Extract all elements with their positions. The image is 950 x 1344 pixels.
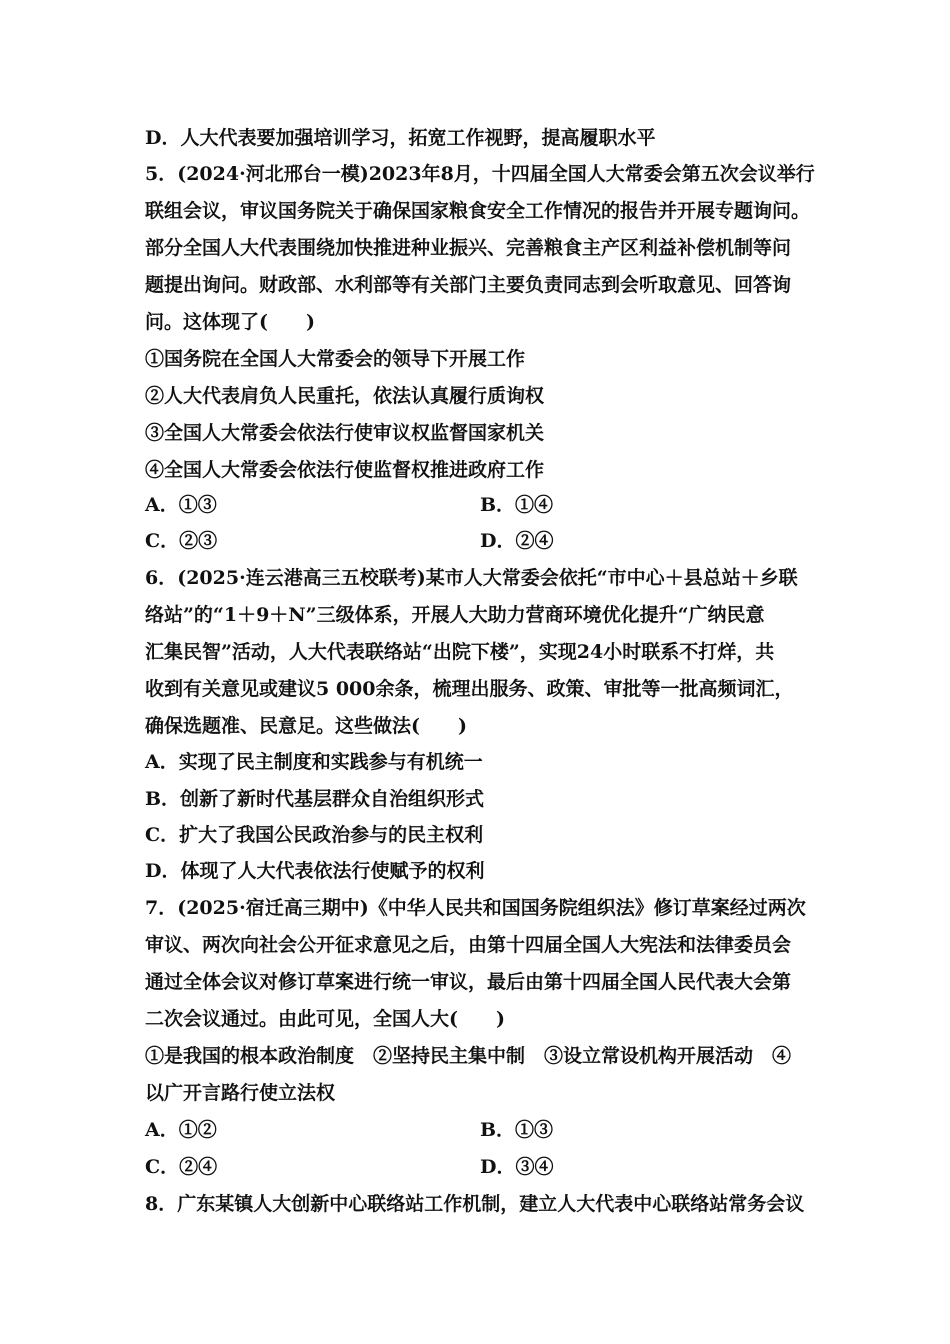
q6-stem-line-2: 络站”的“1＋9＋N”三级体系，开展人大助力营商环境优化提升“广纳民意 [145, 604, 765, 626]
q6-stem-line-3: 汇集民智”活动，人大代表联络站“出院下楼”，实现24小时联系不打烊，共 [145, 641, 775, 663]
q5-option-b: B．①④ [480, 494, 554, 516]
q5-option-d: D．②④ [480, 530, 554, 552]
q7-option-d: D．③④ [480, 1156, 554, 1178]
q6-stem-line-5: 确保选题准、民意足。这些做法( ) [145, 715, 467, 737]
q6-option-c: C．扩大了我国公民政治参与的民主权利 [145, 824, 484, 846]
q7-option-b: B．①③ [480, 1119, 554, 1141]
q5-statement-1: ①国务院在全国人大常委会的领导下开展工作 [145, 348, 526, 370]
q7-stem-line-4: 二次会议通过。由此可见，全国人大( ) [145, 1008, 505, 1030]
q6-option-d: D．体现了人大代表依法行使赋予的权利 [145, 860, 485, 882]
q5-option-c: C．②③ [145, 530, 218, 552]
q6-stem-line-4: 收到有关意见或建议5 000余条，梳理出服务、政策、审批等一批高频词汇， [145, 678, 794, 700]
q6-stem-line-1: 6．(2025·连云港高三五校联考)某市人大常委会依托“市中心＋县总站＋乡联 [145, 567, 798, 589]
q7-stem-line-1: 7．(2025·宿迁高三期中)《中华人民共和国国务院组织法》修订草案经过两次 [145, 897, 806, 919]
q6-option-a: A．实现了民主制度和实践参与有机统一 [145, 751, 483, 773]
q8-stem-line-1: 8．广东某镇人大创新中心联络站工作机制，建立人大代表中心联络站常务会议 [145, 1193, 805, 1215]
q5-statement-2: ②人大代表肩负人民重托，依法认真履行质询权 [145, 385, 545, 407]
q7-stem-line-2: 审议、两次向社会公开征求意见之后，由第十四届全国人大宪法和法律委员会 [145, 934, 792, 956]
q5-statement-4: ④全国人大常委会依法行使监督权推进政府工作 [145, 459, 545, 481]
q5-stem-line-3: 部分全国人大代表围绕加快推进种业振兴、完善粮食主产区利益补偿机制等问 [145, 237, 792, 259]
q7-statements-line-1: ①是我国的根本政治制度 ②坚持民主集中制 ③设立常设机构开展活动 ④ [145, 1045, 792, 1067]
q5-stem-line-5: 问。这体现了( ) [145, 311, 315, 333]
q6-option-b: B．创新了新时代基层群众自治组织形式 [145, 788, 485, 810]
q5-option-a: A．①③ [145, 494, 217, 516]
q5-stem-line-1: 5．(2024·河北邢台一模)2023年8月，十四届全国人大常委会第五次会议举行 [145, 163, 815, 185]
q5-stem-line-4: 题提出询问。财政部、水利部等有关部门主要负责同志到会听取意见、回答询 [145, 274, 792, 296]
q4-option-d: D．人大代表要加强培训学习，拓宽工作视野，提高履职水平 [145, 127, 656, 149]
q7-option-a: A．①② [145, 1119, 217, 1141]
q7-statements-line-2: 以广开言路行使立法权 [145, 1082, 336, 1104]
q7-option-c: C．②④ [145, 1156, 218, 1178]
q7-stem-line-3: 通过全体会议对修订草案进行统一审议，最后由第十四届全国人民代表大会第 [145, 971, 792, 993]
q5-stem-line-2: 联组会议，审议国务院关于确保国家粮食安全工作情况的报告并开展专题询问。 [145, 200, 811, 222]
q5-statement-3: ③全国人大常委会依法行使审议权监督国家机关 [145, 422, 545, 444]
